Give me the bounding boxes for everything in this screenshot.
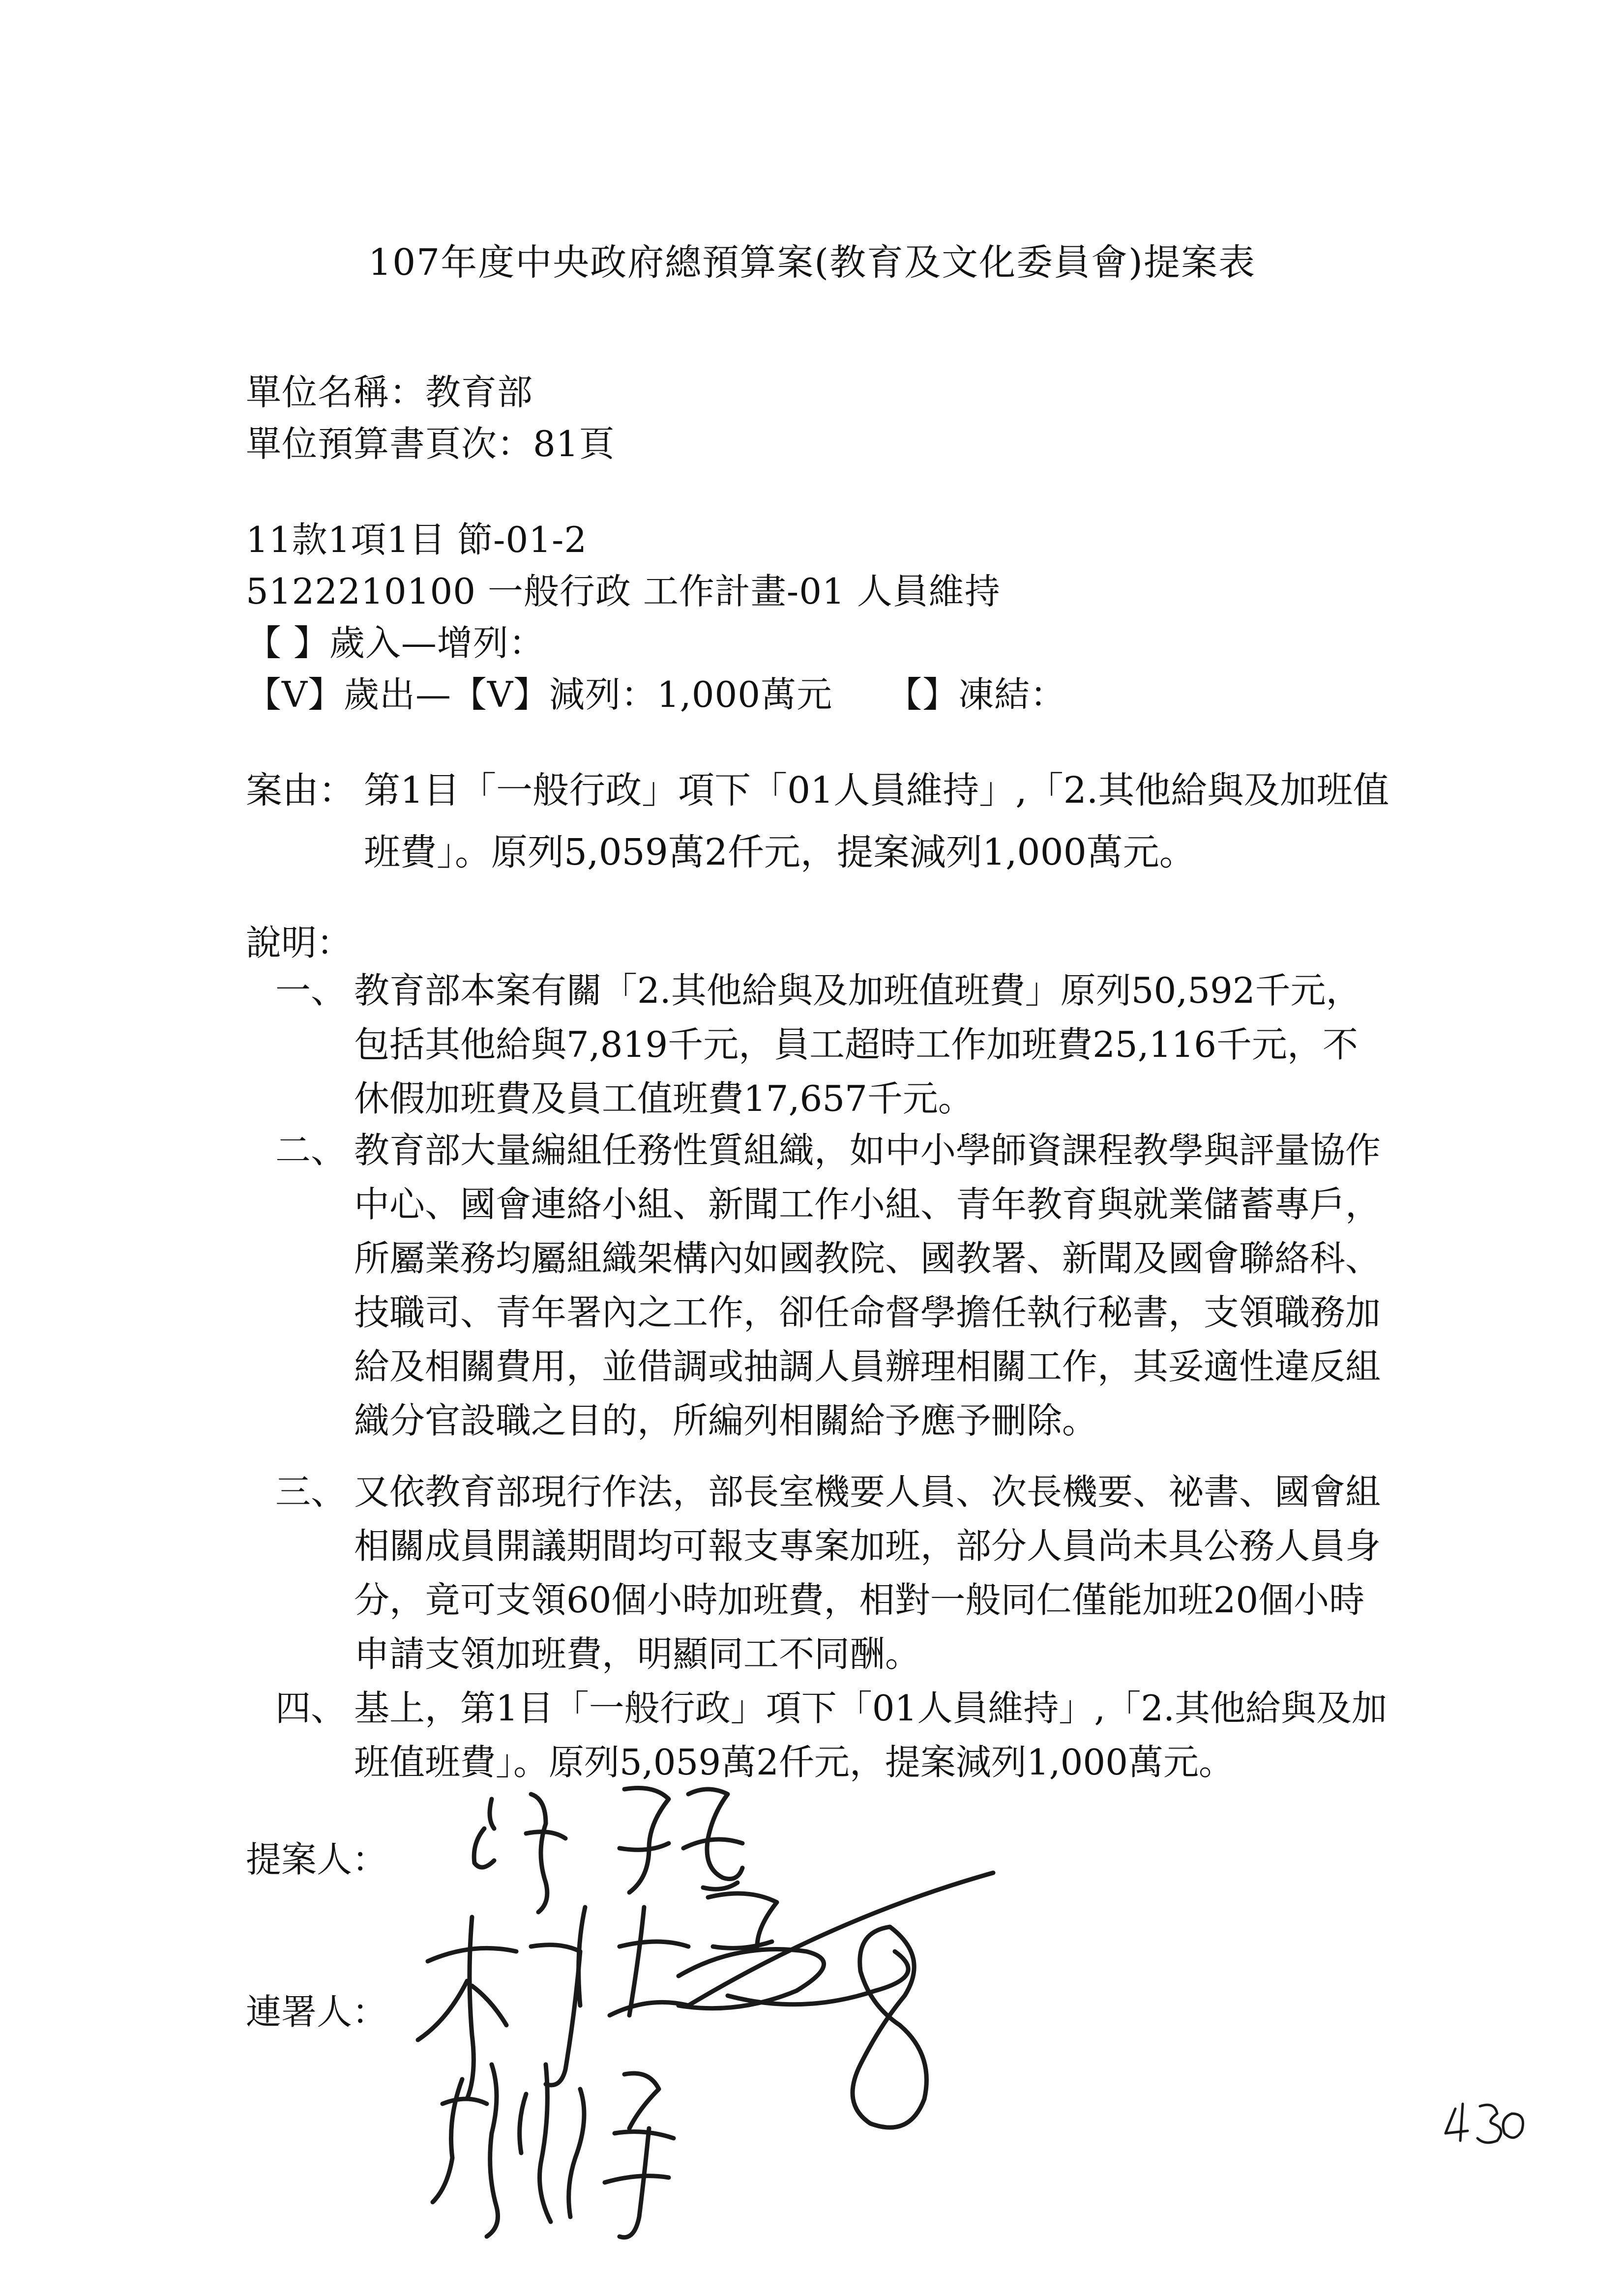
- unit-name: 單位名稱：教育部: [246, 372, 533, 413]
- note-number: 四、: [275, 1687, 347, 1729]
- note-text: 基上，第1目「一般行政」項下「01人員維持」,「2.其他給與及加班值班費」。原列5,059萬2仟元，提案減列1,000萬元。: [354, 1687, 1388, 1783]
- note-text: 教育部本案有關「2.其他給與及加班值班費」原列50,592千元，包括其他給與7,819千元，員工超時工作加班費25,116千元，不休假加班費及員工值班費17,657千元。: [354, 970, 1361, 1119]
- expenditure-line: 【V】歲出—【V】減列：1,000萬元 【】凍結：: [246, 674, 1066, 715]
- case-label: 案由：: [246, 769, 355, 812]
- note-text: 又依教育部現行作法，部長室機要人員、次長機要、祕書、國會組相關成員開議期間均可報支專案加班，部分人員尚未具公務人員身分，竟可支領60個小時加班費，相對一般同仁僅能加班20個小時申請支領加班費，明顯同工不同酬。: [354, 1471, 1381, 1675]
- budget-page: 單位預算書頁次：81頁: [246, 423, 615, 465]
- note-number: 二、: [275, 1130, 347, 1171]
- cosigner-signature: [418, 1873, 993, 2099]
- notes-heading: 說明：: [246, 922, 353, 963]
- work-plan: 5122210100 一般行政 工作計畫-01 人員維持: [246, 571, 1001, 612]
- document-title: 107年度中央政府總預算案(教育及文化委員會)提案表: [368, 241, 1256, 284]
- proposer-label: 提案人：: [246, 1839, 388, 1880]
- cosigner-label: 連署人：: [246, 1991, 388, 2033]
- item-code: 11款1項1目 節-01-2: [246, 519, 588, 560]
- note-number: 一、: [275, 970, 347, 1011]
- proposer-signature: [474, 1788, 742, 1913]
- note-text: 教育部大量編組任務性質組織，如中小學師資課程教學與評量協作中心、國會連絡小組、新聞工作小組、青年教育與就業儲蓄專戶，所屬業務均屬組織架構內如國教院、國教署、新聞及國會聯絡科、技職司、青年署內之工作，卻任命督學擔任執行秘書，支領職務加給及相關費用，並借調或抽調人員辦理相關工作，其妥適性違反組織分官設職之目的，所編列相關給予應予刪除。: [354, 1130, 1381, 1441]
- handwritten-count-mark: [853, 1927, 926, 2127]
- case-text: 第1目「一般行政」項下「01人員維持」,「2.其他給與及加班值班費」。原列5,059萬2仟元，提案減列1,000萬元。: [364, 769, 1389, 873]
- revenue-line: 【 】歲入—增列：: [246, 622, 545, 664]
- note-number: 三、: [275, 1471, 347, 1512]
